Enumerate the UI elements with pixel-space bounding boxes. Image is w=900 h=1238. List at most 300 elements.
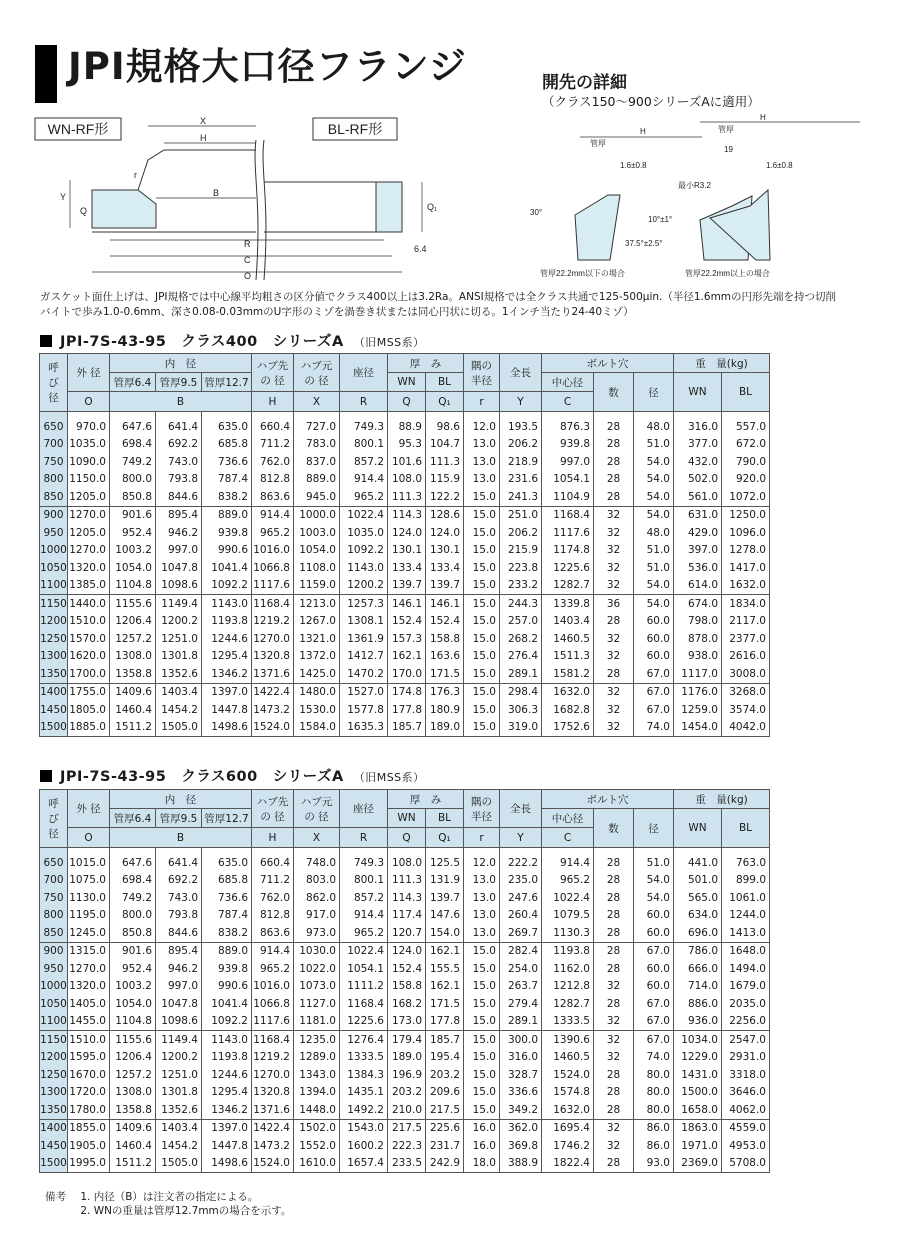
table-cell: 973.0 <box>294 924 340 942</box>
table-cell: 1278.0 <box>722 542 770 560</box>
table-cell: 1530.0 <box>294 701 340 719</box>
bevel-left <box>575 195 620 260</box>
table-cell: 1511.2 <box>110 1155 156 1173</box>
nominal-size-cell: 1400 <box>40 1119 68 1137</box>
table-cell: 319.0 <box>500 719 542 737</box>
table-cell: 1295.4 <box>202 648 252 666</box>
table-cell: 711.2 <box>252 872 294 890</box>
table-row <box>40 1137 770 1155</box>
header-sym_r: R <box>340 828 388 848</box>
table-cell: 1022.4 <box>340 506 388 524</box>
table-cell: 736.6 <box>202 453 252 471</box>
table-cell: 1352.6 <box>156 1101 202 1119</box>
table-cell: 54.0 <box>634 506 674 524</box>
table-cell: 1863.0 <box>674 1119 722 1137</box>
table-cell: 1092.2 <box>202 1013 252 1031</box>
detail-cap2: 管厚22.2mm以上の場合 <box>685 269 770 278</box>
table-cell: 1257.2 <box>110 1066 156 1084</box>
table-cell: 1212.8 <box>542 978 594 996</box>
table-cell: 1409.6 <box>110 683 156 701</box>
table-cell: 901.6 <box>110 942 156 960</box>
table-cell: 28 <box>594 1066 634 1084</box>
note-line: ガスケット面仕上げは、JPI規格では中心線平均粗さの区分値でクラス400以上は3.2Ra。ANSI規格では全クラス共通で125-500μin.（半径1.6mmの円形先端を持つ切削 <box>40 291 837 303</box>
table-cell: 1460.5 <box>542 1049 594 1067</box>
table-row <box>40 1119 770 1137</box>
nominal-size-cell: 1450 <box>40 1137 68 1155</box>
detail-title: 開先の詳細 <box>542 73 627 93</box>
wn-label: WN-RF形 <box>47 121 109 137</box>
table-cell: 1073.0 <box>294 978 340 996</box>
wn-hub-line <box>138 150 256 190</box>
table-cell: 536.0 <box>674 559 722 577</box>
table-cell: 803.0 <box>294 872 340 890</box>
table-cell: 1061.0 <box>722 889 770 907</box>
table-cell: 1315.0 <box>68 942 110 960</box>
table-cell: 4559.0 <box>722 1119 770 1137</box>
header-bolt: ボルト穴 <box>542 354 674 373</box>
table-cell: 1409.6 <box>110 1119 156 1137</box>
table-cell: 124.0 <box>426 524 464 542</box>
table-cell: 32 <box>594 630 634 648</box>
table-cell: 946.2 <box>156 524 202 542</box>
table-cell: 13.0 <box>464 471 500 489</box>
table-cell: 557.0 <box>722 418 770 436</box>
table-cell: 743.0 <box>156 453 202 471</box>
table-cell: 67.0 <box>634 701 674 719</box>
table-cell: 1276.4 <box>340 1031 388 1049</box>
table-cell: 1700.0 <box>68 665 110 683</box>
table-cell: 997.0 <box>542 453 594 471</box>
table-cell: 1403.4 <box>542 613 594 631</box>
table-cell: 32 <box>594 719 634 737</box>
table-cell: 28 <box>594 436 634 454</box>
table-cell: 15.0 <box>464 577 500 595</box>
table-cell: 1015.0 <box>68 854 110 872</box>
nominal-size-cell: 700 <box>40 436 68 454</box>
table-cell: 1066.8 <box>252 995 294 1013</box>
table-cell: 362.0 <box>500 1119 542 1137</box>
table-cell: 1174.8 <box>542 542 594 560</box>
header-s95: 管厚9.5 <box>156 809 202 828</box>
table-cell: 3574.0 <box>722 701 770 719</box>
table-cell: 1752.6 <box>542 719 594 737</box>
table-cell: 133.4 <box>426 559 464 577</box>
table-row <box>40 648 770 666</box>
table-cell: 152.4 <box>388 960 426 978</box>
table-cell: 206.2 <box>500 524 542 542</box>
table-row <box>40 924 770 942</box>
table-cell: 111.3 <box>388 488 426 506</box>
table-cell: 743.0 <box>156 889 202 907</box>
dim-h: H <box>200 133 207 143</box>
table-cell: 48.0 <box>634 418 674 436</box>
table-cell: 1470.2 <box>340 665 388 683</box>
header-bolt: ボルト穴 <box>542 790 674 809</box>
header-nom: 呼 び 径 <box>40 354 68 412</box>
table-cell: 15.0 <box>464 1049 500 1067</box>
table-cell: 727.0 <box>294 418 340 436</box>
table-cell: 1245.0 <box>68 924 110 942</box>
table-cell: 101.6 <box>388 453 426 471</box>
table-cell: 970.0 <box>68 418 110 436</box>
header-o_name: 外 径 <box>68 354 110 392</box>
table-cell: 1595.0 <box>68 1049 110 1067</box>
remark-line: 2. WNの重量は管厚12.7mmの場合を示す。 <box>80 1205 292 1217</box>
table-cell: 139.7 <box>426 889 464 907</box>
table-cell: 1041.4 <box>202 995 252 1013</box>
table-cell: 1267.0 <box>294 613 340 631</box>
table-cell: 857.2 <box>340 453 388 471</box>
table-cell: 247.6 <box>500 889 542 907</box>
nominal-size-cell: 1150 <box>40 1031 68 1049</box>
table-cell: 28 <box>594 453 634 471</box>
table-cell: 793.8 <box>156 907 202 925</box>
dim-c: C <box>244 255 251 265</box>
table-cell: 15.0 <box>464 542 500 560</box>
table-cell: 660.4 <box>252 418 294 436</box>
table-cell: 1524.0 <box>252 719 294 737</box>
table-cell: 1412.7 <box>340 648 388 666</box>
table-cell: 95.3 <box>388 436 426 454</box>
header-sym_y: Y <box>500 828 542 848</box>
table-cell: 15.0 <box>464 1101 500 1119</box>
table-cell: 965.2 <box>542 872 594 890</box>
table-cell: 1016.0 <box>252 542 294 560</box>
remarks-label: 備考 <box>45 1191 66 1203</box>
table-cell: 1498.6 <box>202 719 252 737</box>
table-cell: 173.0 <box>388 1013 426 1031</box>
detail-19: 19 <box>724 145 733 154</box>
table-cell: 997.0 <box>156 978 202 996</box>
table-cell: 1104.8 <box>110 1013 156 1031</box>
table-cell: 783.0 <box>294 436 340 454</box>
nominal-size-cell: 700 <box>40 872 68 890</box>
table-cell: 1574.8 <box>542 1084 594 1102</box>
table-cell: 13.0 <box>464 889 500 907</box>
table-cell: 1090.0 <box>68 453 110 471</box>
nominal-size-cell: 1500 <box>40 719 68 737</box>
table-cell: 1805.0 <box>68 701 110 719</box>
table-cell: 635.0 <box>202 418 252 436</box>
header-sym_o: O <box>68 828 110 848</box>
table-cell: 1384.3 <box>340 1066 388 1084</box>
table-row <box>40 595 770 613</box>
table-cell: 1635.3 <box>340 719 388 737</box>
heading-square <box>40 335 52 347</box>
table-cell: 914.4 <box>340 471 388 489</box>
table-cell: 1205.0 <box>68 488 110 506</box>
table-cell: 748.0 <box>294 854 340 872</box>
table-cell: 158.8 <box>388 978 426 996</box>
table-cell: 13.0 <box>464 436 500 454</box>
table-cell: 15.0 <box>464 960 500 978</box>
table-cell: 1755.0 <box>68 683 110 701</box>
table-cell: 336.6 <box>500 1084 542 1102</box>
table-cell: 185.7 <box>426 1031 464 1049</box>
table-cell: 635.0 <box>202 854 252 872</box>
table-cell: 203.2 <box>388 1084 426 1102</box>
table-cell: 936.0 <box>674 1013 722 1031</box>
table-row <box>40 872 770 890</box>
table-cell: 15.0 <box>464 1031 500 1049</box>
table-cell: 1155.6 <box>110 595 156 613</box>
header-pcd: 中心径 <box>542 809 594 828</box>
table-cell: 28 <box>594 872 634 890</box>
table-cell: 838.2 <box>202 924 252 942</box>
table-cell: 939.8 <box>202 524 252 542</box>
table-cell: 1343.0 <box>294 1066 340 1084</box>
nominal-size-cell: 750 <box>40 453 68 471</box>
table-cell: 15.0 <box>464 1013 500 1031</box>
table-cell: 946.2 <box>156 960 202 978</box>
table-cell: 1371.6 <box>252 1101 294 1119</box>
table-cell: 170.0 <box>388 665 426 683</box>
table-cell: 32 <box>594 648 634 666</box>
table-cell: 1205.0 <box>68 524 110 542</box>
table-cell: 177.8 <box>388 701 426 719</box>
table-cell: 1620.0 <box>68 648 110 666</box>
table-cell: 28 <box>594 1101 634 1119</box>
table-cell: 189.0 <box>388 1049 426 1067</box>
table-row <box>40 701 770 719</box>
table-cell: 1016.0 <box>252 978 294 996</box>
header-wbl: BL <box>722 809 770 848</box>
table-row <box>40 524 770 542</box>
table-cell: 2256.0 <box>722 1013 770 1031</box>
table-cell: 1440.0 <box>68 595 110 613</box>
header-num: 数 <box>594 809 634 848</box>
table-cell: 1570.0 <box>68 630 110 648</box>
table-cell: 1111.2 <box>340 978 388 996</box>
table-cell: 1149.4 <box>156 1031 202 1049</box>
table-row <box>40 559 770 577</box>
table-cell: 1447.8 <box>202 701 252 719</box>
table-cell: 1295.4 <box>202 1084 252 1102</box>
table-row <box>40 1155 770 1173</box>
header-len: 全長 <box>500 354 542 392</box>
table-cell: 177.8 <box>426 1013 464 1031</box>
header-r_name: 座径 <box>340 354 388 392</box>
table-cell: 1543.0 <box>340 1119 388 1137</box>
table-row <box>40 889 770 907</box>
table-cell: 2547.0 <box>722 1031 770 1049</box>
header-fillet: 隅の 半径 <box>464 354 500 392</box>
table-cell: 1235.0 <box>294 1031 340 1049</box>
header-pcd: 中心径 <box>542 373 594 392</box>
table-cell: 13.0 <box>464 872 500 890</box>
table-cell: 672.0 <box>722 436 770 454</box>
table-cell: 1695.4 <box>542 1119 594 1137</box>
table-cell: 282.4 <box>500 942 542 960</box>
table-cell: 1301.8 <box>156 648 202 666</box>
table-cell: 1473.2 <box>252 701 294 719</box>
table-cell: 1143.0 <box>340 559 388 577</box>
bl-label: BL-RF形 <box>327 121 383 137</box>
table-cell: 812.8 <box>252 907 294 925</box>
table-cell: 1159.0 <box>294 577 340 595</box>
table-row <box>40 1049 770 1067</box>
table-cell: 696.0 <box>674 924 722 942</box>
detail-r32: 最小R3.2 <box>678 181 711 190</box>
table-cell: 1244.6 <box>202 1066 252 1084</box>
table-cell: 1505.0 <box>156 719 202 737</box>
table-cell: 1117.6 <box>542 524 594 542</box>
dim-b: B <box>213 188 220 198</box>
table-cell: 233.2 <box>500 577 542 595</box>
table-cell: 15.0 <box>464 683 500 701</box>
table-cell: 15.0 <box>464 1084 500 1102</box>
header-sym_q: Q <box>388 828 426 848</box>
detail-h-right: H <box>760 113 766 122</box>
table-cell: 244.3 <box>500 595 542 613</box>
table-cell: 1092.2 <box>202 577 252 595</box>
wn-flange-body <box>92 190 156 228</box>
table-cell: 1577.8 <box>340 701 388 719</box>
table-cell: 1460.4 <box>110 701 156 719</box>
table-row <box>40 613 770 631</box>
nominal-size-cell: 1300 <box>40 1084 68 1102</box>
table-row <box>40 683 770 701</box>
table-cell: 1905.0 <box>68 1137 110 1155</box>
table-row <box>40 854 770 872</box>
table-cell: 1320.0 <box>68 559 110 577</box>
table-cell: 185.7 <box>388 719 426 737</box>
table-cell: 133.4 <box>388 559 426 577</box>
table-cell: 634.0 <box>674 907 722 925</box>
table-cell: 1971.0 <box>674 1137 722 1155</box>
table-cell: 195.4 <box>426 1049 464 1067</box>
header-bore: 内 径 <box>110 790 252 809</box>
table-cell: 139.7 <box>426 577 464 595</box>
table-cell: 698.4 <box>110 872 156 890</box>
table-cell: 18.0 <box>464 1155 500 1173</box>
table-cell: 666.0 <box>674 960 722 978</box>
table-cell: 1257.2 <box>110 630 156 648</box>
table-cell: 32 <box>594 524 634 542</box>
table-cell: 1524.0 <box>252 1155 294 1173</box>
table-cell: 260.4 <box>500 907 542 925</box>
table-cell: 641.4 <box>156 418 202 436</box>
table-row <box>40 488 770 506</box>
table-cell: 1022.4 <box>340 942 388 960</box>
table-cell: 235.0 <box>500 872 542 890</box>
detail-subtitle: （クラス150～900シリーズAに適用） <box>542 94 760 109</box>
dim-x: X <box>200 116 207 126</box>
table-cell: 67.0 <box>634 942 674 960</box>
table-cell: 1527.0 <box>340 683 388 701</box>
table-cell: 1498.6 <box>202 1155 252 1173</box>
table-cell: 1244.6 <box>202 630 252 648</box>
table-cell: 1047.8 <box>156 995 202 1013</box>
table-cell: 1454.0 <box>674 719 722 737</box>
header-wn: WN <box>388 373 426 392</box>
nominal-size-cell: 800 <box>40 471 68 489</box>
table-cell: 268.2 <box>500 630 542 648</box>
table-cell: 263.7 <box>500 978 542 996</box>
table-cell: 146.1 <box>388 595 426 613</box>
table-cell: 1431.0 <box>674 1066 722 1084</box>
table-cell: 54.0 <box>634 889 674 907</box>
table-cell: 120.7 <box>388 924 426 942</box>
table-cell: 222.3 <box>388 1137 426 1155</box>
table-cell: 1168.4 <box>252 1031 294 1049</box>
table-cell: 54.0 <box>634 488 674 506</box>
detail-h-left: H <box>640 127 646 136</box>
page-title: JPI規格大口径フランジ <box>68 45 467 88</box>
table-cell: 685.8 <box>202 872 252 890</box>
table-cell: 60.0 <box>634 630 674 648</box>
table-cell: 28 <box>594 889 634 907</box>
table-cell: 1346.2 <box>202 1101 252 1119</box>
section-heading-class400: JPI-7S-43-95 クラス400 シリーズA （旧MSS系） <box>40 330 425 351</box>
table-cell: 349.2 <box>500 1101 542 1119</box>
table-cell: 1422.4 <box>252 1119 294 1137</box>
table-row <box>40 471 770 489</box>
table-cell: 80.0 <box>634 1101 674 1119</box>
table-cell: 1460.5 <box>542 630 594 648</box>
table-cell: 36 <box>594 595 634 613</box>
header-sym_rr: r <box>464 392 500 412</box>
table-cell: 32 <box>594 1049 634 1067</box>
table-cell: 1385.0 <box>68 577 110 595</box>
nominal-size-cell: 950 <box>40 524 68 542</box>
table-cell: 13.0 <box>464 924 500 942</box>
table-row <box>40 630 770 648</box>
table-cell: 60.0 <box>634 960 674 978</box>
table-cell: 128.6 <box>426 506 464 524</box>
header-wwn: WN <box>674 809 722 848</box>
table-cell: 158.8 <box>426 630 464 648</box>
table-cell: 763.0 <box>722 854 770 872</box>
table-cell: 1480.0 <box>294 683 340 701</box>
table-cell: 32 <box>594 701 634 719</box>
nominal-size-cell: 1350 <box>40 1101 68 1119</box>
table-cell: 60.0 <box>634 978 674 996</box>
nominal-size-cell: 1350 <box>40 665 68 683</box>
table-cell: 196.9 <box>388 1066 426 1084</box>
table-cell: 93.0 <box>634 1155 674 1173</box>
table-cell: 5708.0 <box>722 1155 770 1173</box>
table-cell: 952.4 <box>110 524 156 542</box>
table-cell: 876.3 <box>542 418 594 436</box>
table-row <box>40 542 770 560</box>
table-cell: 1003.0 <box>294 524 340 542</box>
table-cell: 162.1 <box>426 942 464 960</box>
table-cell: 67.0 <box>634 665 674 683</box>
table-cell: 2377.0 <box>722 630 770 648</box>
heading-square <box>40 770 52 782</box>
table-cell: 15.0 <box>464 701 500 719</box>
header-thick: 厚 み <box>388 790 464 809</box>
table-cell: 895.4 <box>156 942 202 960</box>
table-cell: 1584.0 <box>294 719 340 737</box>
table-cell: 157.3 <box>388 630 426 648</box>
table-cell: 67.0 <box>634 1013 674 1031</box>
table-cell: 647.6 <box>110 854 156 872</box>
table-cell: 736.6 <box>202 889 252 907</box>
table-cell: 1168.4 <box>340 995 388 1013</box>
table-cell: 15.0 <box>464 630 500 648</box>
table-cell: 1632.0 <box>542 683 594 701</box>
table-cell: 276.4 <box>500 648 542 666</box>
table-cell: 15.0 <box>464 506 500 524</box>
table-cell: 1054.0 <box>294 542 340 560</box>
header-sym_b: B <box>110 392 252 412</box>
table-cell: 660.4 <box>252 854 294 872</box>
bevel-detail-diagram <box>520 110 890 285</box>
table-cell: 1193.8 <box>202 1049 252 1067</box>
table-cell: 1149.4 <box>156 595 202 613</box>
